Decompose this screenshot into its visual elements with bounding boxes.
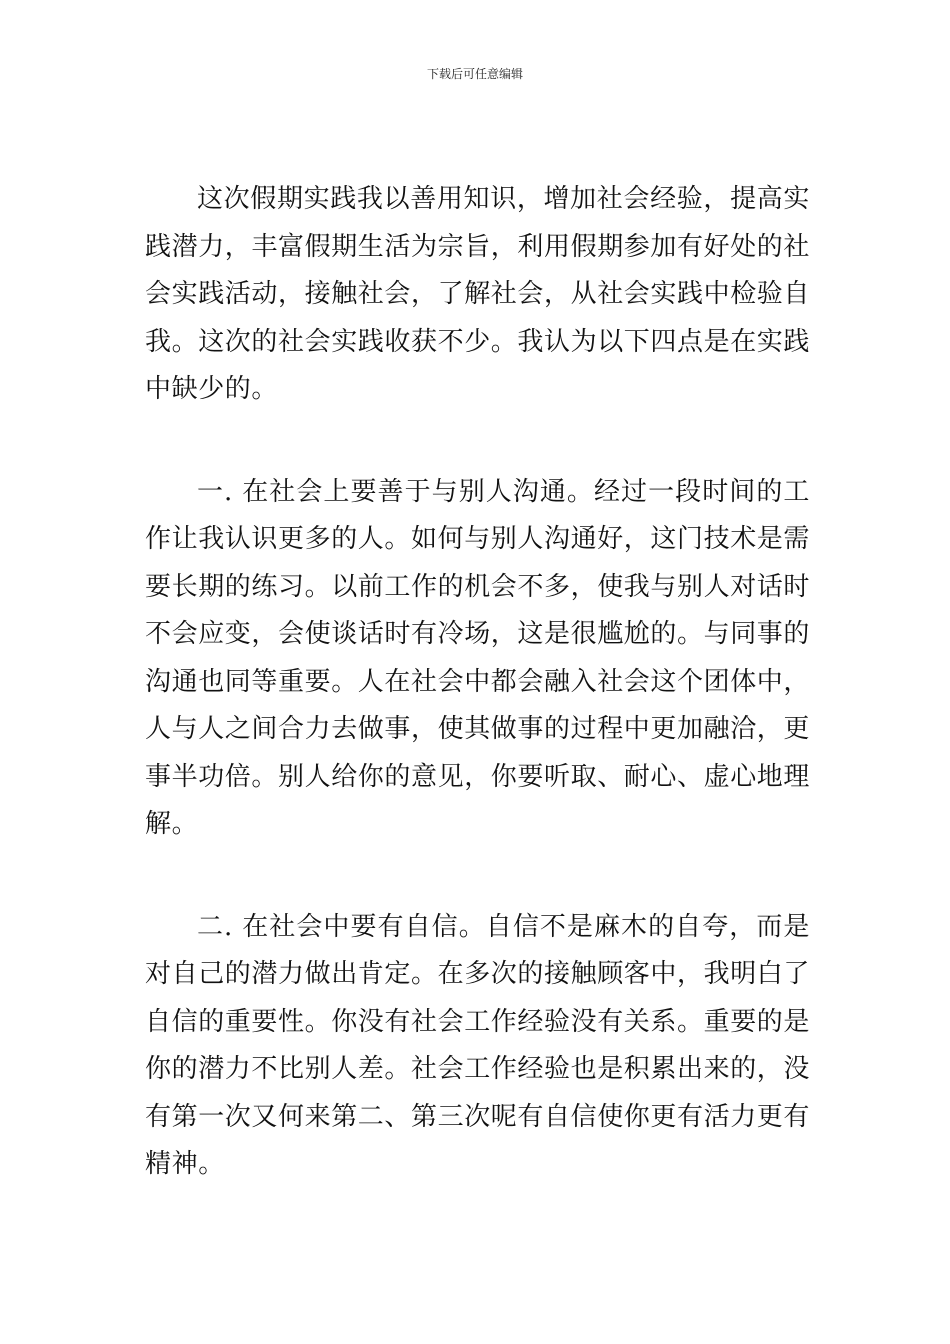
paragraph-point-one: 一. 在社会上要善于与别人沟通。经过一段时间的工作让我认识更多的人。如何与别人沟通好，这门技术是需要长期的练习。以前工作的机会不多，使我与别人对话时不会应变，会使谈话时有冷场，这是很尴尬的。与同事的沟通也同等重要。人在社会中都会融入社会这个团体中，人与人之间合力去做事，使其做事的过程中更加融洽，更事半功倍。别人给你的意见，你要听取、耐心、虚心地理解。 <box>145 476 811 839</box>
paragraph-point-two: 二. 在社会中要有自信。自信不是麻木的自夸，而是对自己的潜力做出肯定。在多次的接触顾客中，我明白了自信的重要性。你没有社会工作经验没有关系。重要的是你的潜力不比别人差。社会工作经验也是积累出来的，没有第一次又何来第二、第三次呢有自信使你更有活力更有精神。 <box>145 911 811 1179</box>
document-body <box>145 176 810 1189</box>
page-header: 下载后可任意编辑 <box>426 67 523 81</box>
paragraph-intro: 这次假期实践我以善用知识，增加社会经验，提高实践潜力，丰富假期生活为宗旨，利用假期参加有好处的社会实践活动，接触社会，了解社会，从社会实践中检验自我。这次的社会实践收获不少。我认为以下四点是在实践中缺少的。 <box>145 184 811 404</box>
